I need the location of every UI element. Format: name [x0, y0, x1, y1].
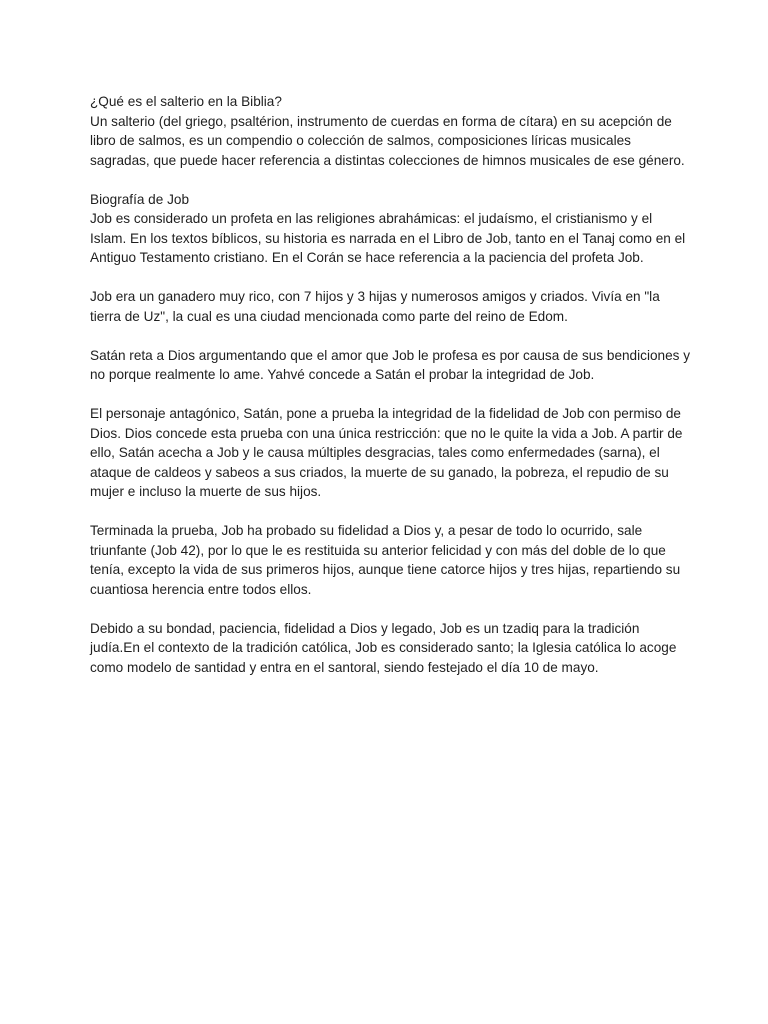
section-biografia-job-intro [90, 190, 690, 268]
paragraph-block [90, 521, 690, 599]
paragraph: Satán reta a Dios argumentando que el amor que Job le profesa es por causa de sus bendiciones y no porque realmente lo ame. Yahvé concede a Satán el probar la integridad de Job. [90, 347, 691, 382]
section-heading: ¿Qué es el salterio en la Biblia? [90, 94, 282, 109]
paragraph-block [90, 619, 690, 678]
paragraph-block [90, 404, 690, 502]
section-heading: Biografía de Job [90, 191, 189, 207]
paragraph-block [90, 287, 690, 326]
document-page [90, 92, 690, 697]
paragraph: Un salterio (del griego, psaltérion, instrumento de cuerdas en forma de cítara) en su acepción de libro de salmos, es un compendio o colección de salmos, composiciones líricas musicales sagradas, que puede hacer referencia a distintas colecciones de himnos musicales de ese género. [90, 113, 685, 168]
paragraph: Job es considerado un profeta en las religiones abrahámicas: el judaísmo, el cristianismo y el Islam. En los textos bíblicos, su historia es narrada en el Libro de Job, tanto en el Tanaj como en el Antiguo Testamento cristiano. En el Corán se hace referencia a la paciencia del profeta Job. [90, 211, 686, 265]
paragraph: Terminada la prueba, Job ha probado su fidelidad a Dios y, a pesar de todo lo ocurrido, sale triunfante (Job 42), por lo que le es restituida su anterior felicidad y con más del doble de lo que tenía, excepto la vida de sus primeros hijos, aunque tiene catorce hijos y tres hijas, repartiendo su cuantiosa herencia entre todos ellos. [90, 523, 681, 597]
paragraph: Job era un ganadero muy rico, con 7 hijos y 3 hijas y numerosos amigos y criados. Vivía en "la tierra de Uz", la cual es una ciudad mencionada como parte del reino de Edom. [90, 289, 660, 324]
paragraph-block [90, 346, 690, 385]
paragraph: Debido a su bondad, paciencia, fidelidad a Dios y legado, Job es un tzadiq para la tradición judía.En el contexto de la tradición católica, Job es considerado santo; la Iglesia católica lo acoge como modelo de santidad y entra en el santoral, siendo festejado el día 10 de mayo. [90, 620, 677, 675]
paragraph: El personaje antagónico, Satán, pone a prueba la integridad de la fidelidad de Job con permiso de Dios. Dios concede esta prueba con una única restricción: que no le quite la vida a Job. A partir de ello, Satán acecha a Job y le causa múltiples desgracias, tales como enfermedades (sarna), el ataque de caldeos y sabeos a sus criados, la muerte de su ganado, la pobreza, el repudio de su mujer e incluso la muerte de sus hijos. [90, 406, 683, 499]
section-salterio [90, 92, 690, 170]
